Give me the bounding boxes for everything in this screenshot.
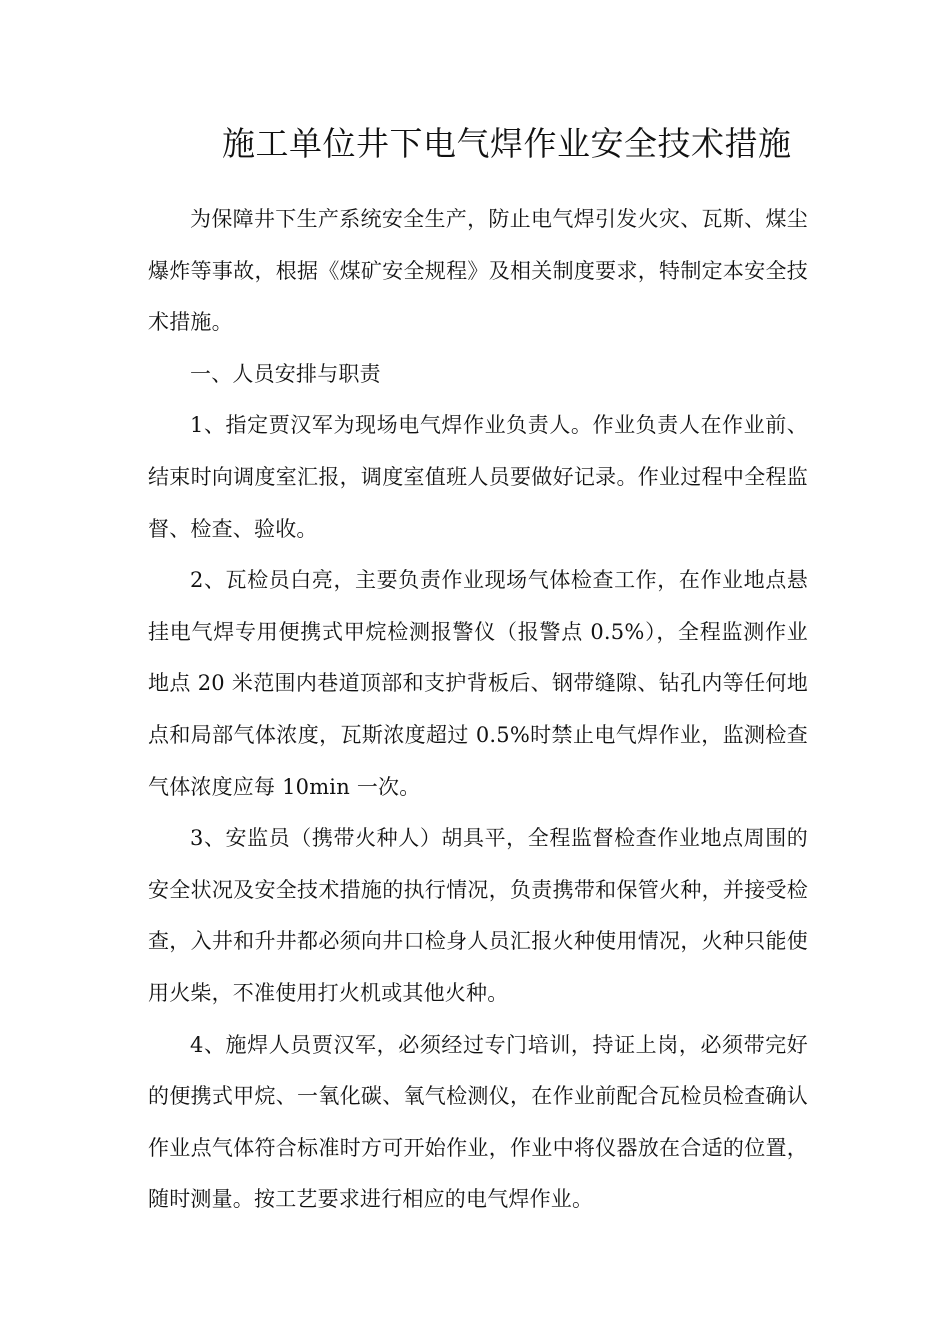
paragraph-item-1: 1、指定贾汉军为现场电气焊作业负责人。作业负责人在作业前、结束时向调度室汇报，调度室值班人员要做好记录。作业过程中全程监督、检查、验收。 <box>148 413 808 541</box>
document-body <box>148 194 808 1226</box>
section-heading: 一、人员安排与职责 <box>190 361 381 386</box>
paragraph-intro: 为保障井下生产系统安全生产，防止电气焊引发火灾、瓦斯、煤尘爆炸等事故，根据《煤矿安全规程》及相关制度要求，特制定本安全技术措施。 <box>148 207 808 335</box>
document-title: 施工单位井下电气焊作业安全技术措施 <box>222 124 792 163</box>
paragraph-item-3: 3、安监员（携带火种人）胡具平，全程监督检查作业地点周围的安全状况及安全技术措施的执行情况，负责携带和保管火种，并接受检查，入井和升井都必须向井口检身人员汇报火种使用情况，火种只能使用火柴，不准使用打火机或其他火种。 <box>148 826 808 1005</box>
paragraph-item-2: 2、瓦检员白亮，主要负责作业现场气体检查工作，在作业地点悬挂电气焊专用便携式甲烷检测报警仪（报警点 0.5%），全程监测作业地点 20 米范围内巷道顶部和支护背板后、钢带缝隙、钻孔内等任何地点和局部气体浓度，瓦斯浓度超过 0.5%时禁止电气焊作业，监测检查气体浓度应每 10min 一次。 <box>148 568 808 799</box>
paragraph-item-4: 4、施焊人员贾汉军，必须经过专门培训，持证上岗，必须带完好的便携式甲烷、一氧化碳、氧气检测仪，在作业前配合瓦检员检查确认作业点气体符合标准时方可开始作业，作业中将仪器放在合适的位置，随时测量。按工艺要求进行相应的电气焊作业。 <box>148 1032 808 1212</box>
